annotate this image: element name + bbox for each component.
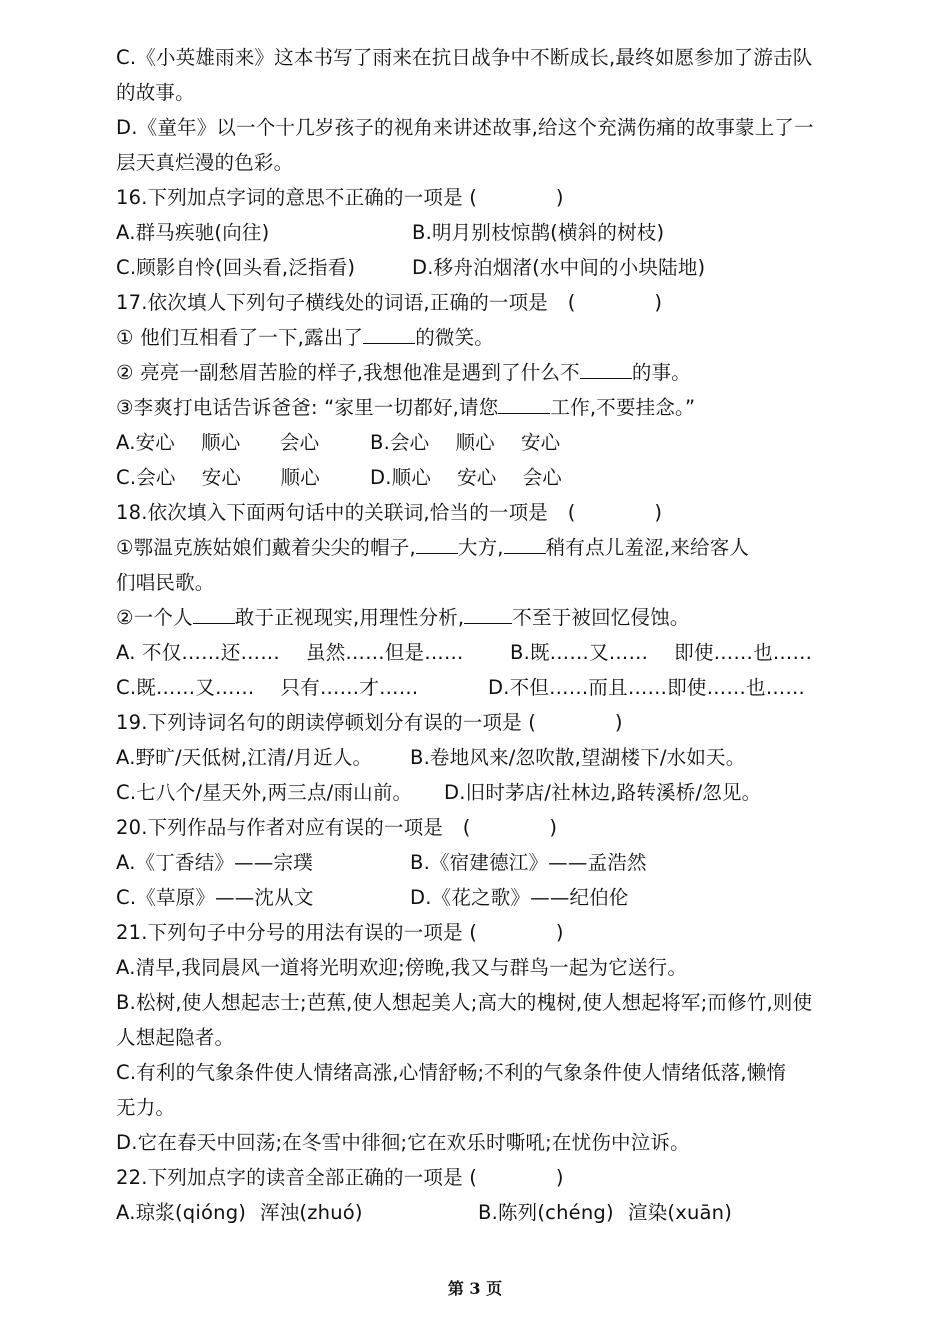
answer-blank [580, 360, 632, 379]
option-d: D.《花之歌》——纪伯伦 [410, 886, 629, 909]
sentence-2: ②一个人 敢于正视现实,用理性分析, 不至于被回忆侵蚀。 [116, 606, 690, 629]
option-b: B.既……又…… 即使……也…… [510, 641, 813, 664]
question-16: 16.下列加点字词的意思不正确的一项是 ( ) [116, 186, 564, 209]
answer-blank [363, 325, 415, 344]
sentence-2: ② 亮亮一副愁眉苦脸的样子,我想他准是遇到了什么不 的事。 [116, 361, 691, 384]
page-number: 第 3 页 [447, 1279, 503, 1298]
option-a-word-2: 浑浊(zhuó) [260, 1201, 363, 1224]
text-line: 的故事。 [116, 81, 195, 104]
option-b-word-2: 渲染(xuān) [628, 1201, 733, 1224]
option-a: A.安心 顺心 会心 [116, 431, 320, 454]
option-c: C.七八个/星天外,两三点/雨山前。 [116, 781, 413, 804]
option-b-word-1: B.陈列(chéng) [478, 1201, 614, 1224]
option-c: C.会心 安心 顺心 [116, 466, 320, 489]
answer-blank [193, 605, 235, 624]
option-b: B.卷地风来/忽吹散,望湖楼下/水如天。 [410, 746, 746, 769]
option-c: C.顾影自怜(回头看,泛指看) [116, 256, 356, 279]
option-d: D.不但……而且……即使……也…… [488, 676, 806, 699]
text-line: 层天真烂漫的色彩。 [116, 151, 294, 174]
option-d: D.顺心 安心 会心 [370, 466, 563, 489]
question-20: 20.下列作品与作者对应有误的一项是 ( ) [116, 816, 558, 839]
question-21: 21.下列句子中分号的用法有误的一项是 ( ) [116, 921, 564, 944]
option-b: B.会心 顺心 安心 [370, 431, 561, 454]
option-d: D.它在春天中回荡;在冬雪中徘徊;它在欢乐时嘶吼;在忧伤中泣诉。 [116, 1131, 690, 1154]
option-d: D.移舟泊烟渚(水中间的小块陆地) [412, 256, 706, 279]
text-line: C.《小英雄雨来》这本书写了雨来在抗日战争中不断成长,最终如愿参加了游击队 [116, 46, 813, 69]
sentence-1: ① 他们互相看了一下,露出了 的微笑。 [116, 326, 494, 349]
option-c: C.既……又…… 只有……才…… [116, 676, 419, 699]
question-19: 19.下列诗词名句的朗读停顿划分有误的一项是 ( ) [116, 711, 623, 734]
option-a: A.清早,我同晨风一道将光明欢迎;傍晚,我又与群鸟一起为它送行。 [116, 956, 688, 979]
option-c: C.有利的气象条件使人情绪高涨,心情舒畅;不利的气象条件使人情绪低落,懒惰 [116, 1061, 787, 1084]
question-17: 17.依次填人下列句子横线处的词语,正确的一项是 ( ) [116, 291, 663, 314]
sentence-3: ③李爽打电话告诉爸爸: “家里一切都好,请您 工作,不要挂念。” [116, 396, 696, 419]
question-18: 18.依次填入下面两句话中的关联词,恰当的一项是 ( ) [116, 501, 663, 524]
text-line: 无力。 [116, 1096, 176, 1119]
text-line: 们唱民歌。 [116, 571, 215, 594]
text-line: 人想起隐者。 [116, 1026, 235, 1049]
option-a: A.野旷/天低树,江清/月近人。 [116, 746, 373, 769]
answer-blank [464, 605, 512, 624]
option-a: A.群马疾驰(向往) [116, 221, 270, 244]
option-d: D.旧时茅店/社林边,路转溪桥/忽见。 [444, 781, 762, 804]
option-a: A. 不仅……还…… 虽然……但是…… [116, 641, 464, 664]
option-b: B.《宿建德江》——孟浩然 [410, 851, 647, 874]
option-c: C.《草原》——沈从文 [116, 886, 314, 909]
question-22: 22.下列加点字的读音全部正确的一项是 ( ) [116, 1166, 564, 1189]
answer-blank [498, 395, 550, 414]
text-line: D.《童年》以一个十几岁孩子的视角来讲述故事,给这个充满伤痛的故事蒙上了一 [116, 116, 814, 139]
option-b: B.明月别枝惊鹊(横斜的树枝) [412, 221, 665, 244]
answer-blank [416, 535, 458, 554]
sentence-1: ①鄂温克族姑娘们戴着尖尖的帽子, 大方, 稍有点儿羞涩,来给客人 [116, 536, 750, 559]
option-a-word-1: A.琼浆(qióng) [116, 1201, 247, 1224]
option-a: A.《丁香结》——宗璞 [116, 851, 313, 874]
answer-blank [504, 535, 546, 554]
option-b: B.松树,使人想起志士;芭蕉,使人想起美人;高大的槐树,使人想起将军;而修竹,则使 [116, 991, 813, 1014]
